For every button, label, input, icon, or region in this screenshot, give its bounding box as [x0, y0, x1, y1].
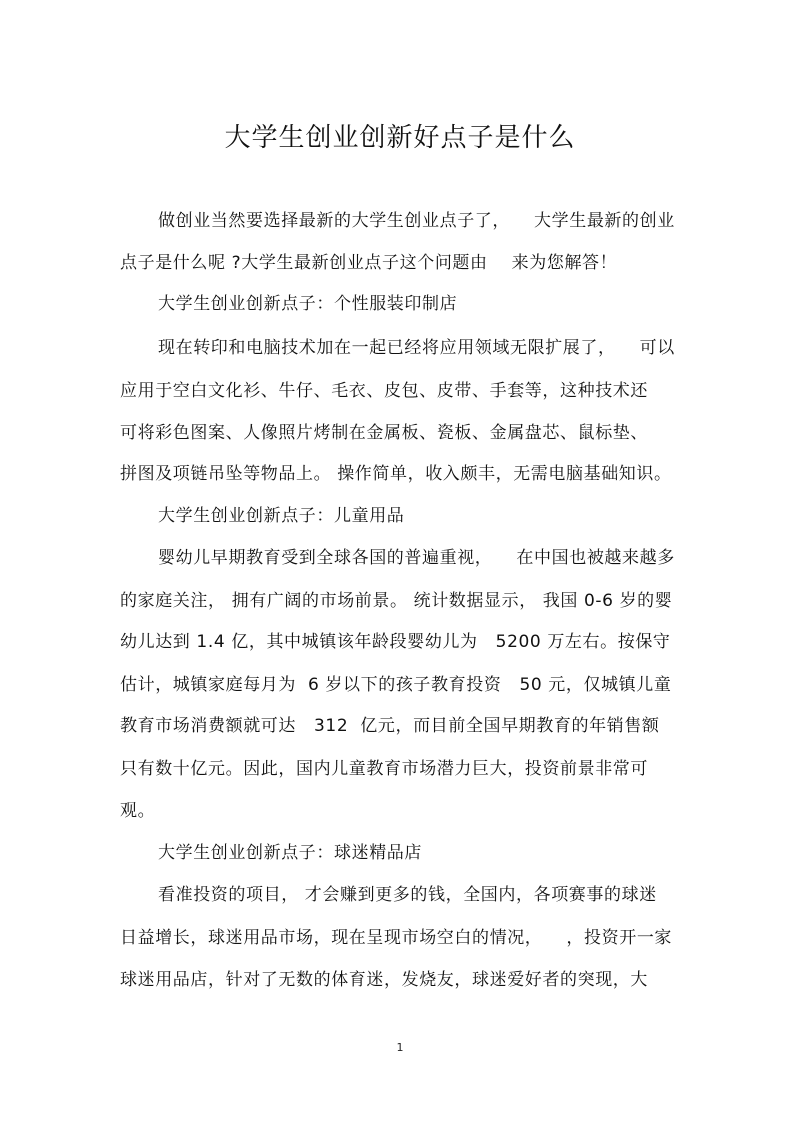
text-line: 做创业当然要选择最新的大学生创业点子了， 大学生最新的创业	[158, 211, 675, 231]
text-line: 估计，城镇家庭每月为 6 岁以下的孩子教育投资 50 元，仅城镇儿童	[120, 675, 672, 695]
text-line: 大学生创业创新点子：个性服装印制店	[158, 294, 458, 314]
text-line: 观。	[120, 801, 156, 821]
text-line: 婴幼儿早期教育受到全球各国的普遍重视， 在中国也被越来越多	[158, 548, 675, 568]
page-number: 1	[396, 1041, 404, 1054]
text-line: 教育市场消费额就可达 312 亿元，而目前全国早期教育的年销售额	[120, 716, 660, 736]
text-line: 的家庭关注， 拥有广阔的市场前景。 统计数据显示， 我国 0-6 岁的婴	[120, 591, 673, 611]
text-line: 现在转印和电脑技术加在一起已经将应用领域无限扩展了， 可以	[158, 338, 675, 358]
text-line: 日益增长，球迷用品市场，现在呈现市场空白的情况， ，投资开一家	[120, 928, 673, 948]
document-title: 大学生创业创新好点子是什么	[224, 123, 576, 153]
text-line: 看准投资的项目， 才会赚到更多的钱，全国内，各项赛事的球迷	[158, 885, 657, 905]
text-line: 大学生创业创新点子：儿童用品	[158, 506, 405, 526]
text-line: 可将彩色图案、人像照片烤制在金属板、瓷板、金属盘芯、鼠标垫、	[120, 423, 648, 443]
text-line: 球迷用品店，针对了无数的体育迷，发烧友，球迷爱好者的突现，大	[120, 970, 648, 990]
text-line: 只有数十亿元。因此，国内儿童教育市场潜力巨大，投资前景非常可	[120, 759, 648, 779]
text-line: 拼图及项链吊坠等物品上。 操作简单，收入颇丰，无需电脑基础知识。	[120, 464, 672, 484]
text-line: 点子是什么呢 ?大学生最新创业点子这个问题由 来为您解答！	[120, 253, 618, 273]
text-line: 幼儿达到 1.4 亿，其中城镇该年龄段婴幼儿为 5200 万左右。按保守	[120, 632, 671, 652]
text-line: 应用于空白文化衫、牛仔、毛衣、皮包、皮带、手套等，这种技术还	[120, 381, 648, 401]
text-line: 大学生创业创新点子：球迷精品店	[158, 843, 422, 863]
